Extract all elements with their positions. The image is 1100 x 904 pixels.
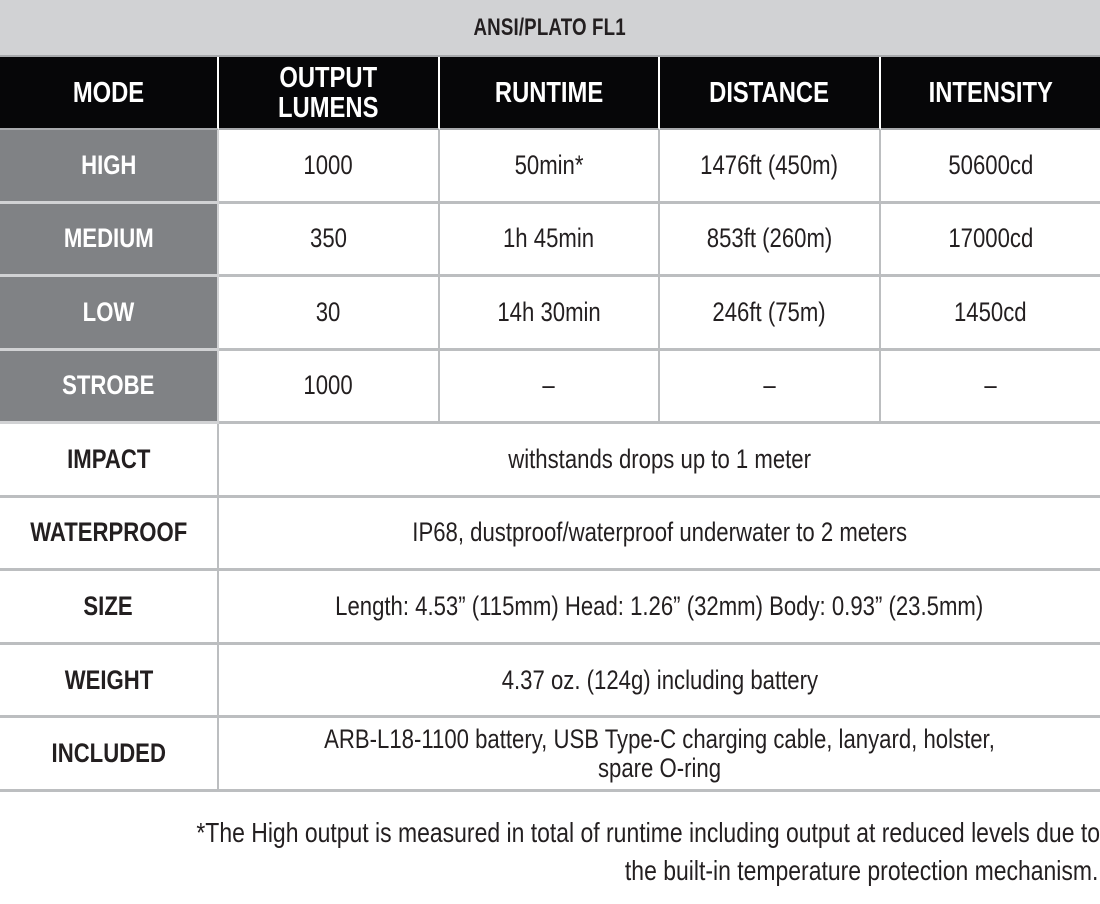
runtime-value: 1h 45min bbox=[503, 223, 595, 254]
intensity-cell bbox=[881, 351, 1100, 425]
spec-value-cell bbox=[219, 571, 1100, 645]
output-value: 30 bbox=[316, 296, 341, 327]
header-intensity bbox=[881, 57, 1100, 130]
runtime-cell bbox=[440, 204, 660, 278]
intensity-value: 1450cd bbox=[954, 296, 1027, 327]
spec-row-impact bbox=[0, 424, 1100, 498]
mode-row-medium bbox=[0, 204, 1100, 278]
spec-label: WEIGHT bbox=[64, 664, 153, 695]
output-value: 1000 bbox=[303, 149, 354, 180]
spec-value-cell bbox=[219, 645, 1100, 719]
spec-label: IMPACT bbox=[66, 443, 151, 474]
mode-cell bbox=[0, 204, 219, 278]
mode-cell bbox=[0, 277, 219, 351]
header-intensity-label: INTENSITY bbox=[928, 76, 1053, 109]
spec-label-cell bbox=[0, 424, 219, 498]
mode-label: HIGH bbox=[80, 149, 137, 180]
intensity-value: 17000cd bbox=[948, 223, 1033, 254]
footnote-line-1: *The High output is measured in total of runtime including output at reduced levels due to bbox=[196, 817, 1100, 848]
runtime-value: 14h 30min bbox=[497, 296, 601, 327]
header-output-line2: LUMENS bbox=[278, 91, 379, 124]
distance-cell bbox=[660, 130, 881, 204]
spec-value: Length: 4.53” (115mm) Head: 1.26” (32mm) Body: 0.93” (23.5mm) bbox=[335, 590, 984, 621]
header-output-lumens bbox=[219, 57, 440, 130]
header-runtime-label: RUNTIME bbox=[494, 76, 604, 109]
mode-label: STROBE bbox=[62, 370, 155, 401]
intensity-cell bbox=[881, 130, 1100, 204]
spec-table bbox=[0, 57, 1100, 792]
output-value: 1000 bbox=[303, 370, 354, 401]
intensity-value: – bbox=[984, 370, 997, 401]
header-output-line1: OUTPUT bbox=[279, 61, 378, 94]
footnote bbox=[0, 814, 1098, 890]
mode-row-low bbox=[0, 277, 1100, 351]
spec-label-cell bbox=[0, 498, 219, 572]
header-output-lumens-label bbox=[278, 63, 378, 123]
spec-value-cell bbox=[219, 498, 1100, 572]
output-cell bbox=[219, 351, 440, 425]
output-cell bbox=[219, 204, 440, 278]
mode-cell bbox=[0, 351, 219, 425]
header-mode-label: MODE bbox=[72, 76, 145, 109]
spec-value-cell bbox=[219, 424, 1100, 498]
output-cell bbox=[219, 130, 440, 204]
table-title: ANSI/PLATO FL1 bbox=[473, 13, 627, 41]
output-value: 350 bbox=[310, 223, 347, 254]
footnote-line-2: the built-in temperature protection mechanism. bbox=[624, 855, 1098, 886]
spec-value: 4.37 oz. (124g) including battery bbox=[501, 664, 818, 695]
intensity-value: 50600cd bbox=[948, 149, 1033, 180]
mode-cell bbox=[0, 130, 219, 204]
runtime-value: – bbox=[542, 370, 556, 401]
distance-cell bbox=[660, 351, 881, 425]
table-title-bar bbox=[0, 0, 1100, 57]
runtime-cell bbox=[440, 130, 660, 204]
spec-value: IP68, dustproof/waterproof underwater to 2 meters bbox=[412, 517, 907, 548]
spec-row-waterproof bbox=[0, 498, 1100, 572]
distance-value: – bbox=[763, 370, 776, 401]
header-runtime bbox=[440, 57, 660, 130]
spec-value-cell bbox=[219, 718, 1100, 792]
spec-label: WATERPROOF bbox=[29, 517, 188, 548]
spec-row-weight bbox=[0, 645, 1100, 719]
distance-value: 853ft (260m) bbox=[706, 223, 833, 254]
spec-value: withstands drops up to 1 meter bbox=[508, 443, 811, 474]
distance-value: 1476ft (450m) bbox=[700, 149, 839, 180]
header-distance-label: DISTANCE bbox=[709, 76, 830, 109]
runtime-value: 50min* bbox=[514, 149, 584, 180]
runtime-cell bbox=[440, 351, 660, 425]
runtime-cell bbox=[440, 277, 660, 351]
distance-cell bbox=[660, 204, 881, 278]
output-cell bbox=[219, 277, 440, 351]
spec-label: INCLUDED bbox=[51, 738, 166, 769]
spec-label-cell bbox=[0, 718, 219, 792]
spec-row-included bbox=[0, 718, 1100, 792]
distance-value: 246ft (75m) bbox=[712, 296, 827, 327]
mode-row-high bbox=[0, 130, 1100, 204]
header-mode bbox=[0, 57, 219, 130]
spec-value: ARB-L18-1100 battery, USB Type-C charging cable, lanyard, holster, spare O-ring bbox=[324, 723, 995, 783]
distance-cell bbox=[660, 277, 881, 351]
mode-label: LOW bbox=[82, 296, 135, 327]
spec-row-size bbox=[0, 571, 1100, 645]
header-distance bbox=[660, 57, 881, 130]
spec-label-cell bbox=[0, 645, 219, 719]
header-row bbox=[0, 57, 1100, 130]
intensity-cell bbox=[881, 204, 1100, 278]
mode-label: MEDIUM bbox=[63, 223, 154, 254]
mode-row-strobe bbox=[0, 351, 1100, 425]
spec-label: SIZE bbox=[83, 590, 134, 621]
intensity-cell bbox=[881, 277, 1100, 351]
spec-label-cell bbox=[0, 571, 219, 645]
